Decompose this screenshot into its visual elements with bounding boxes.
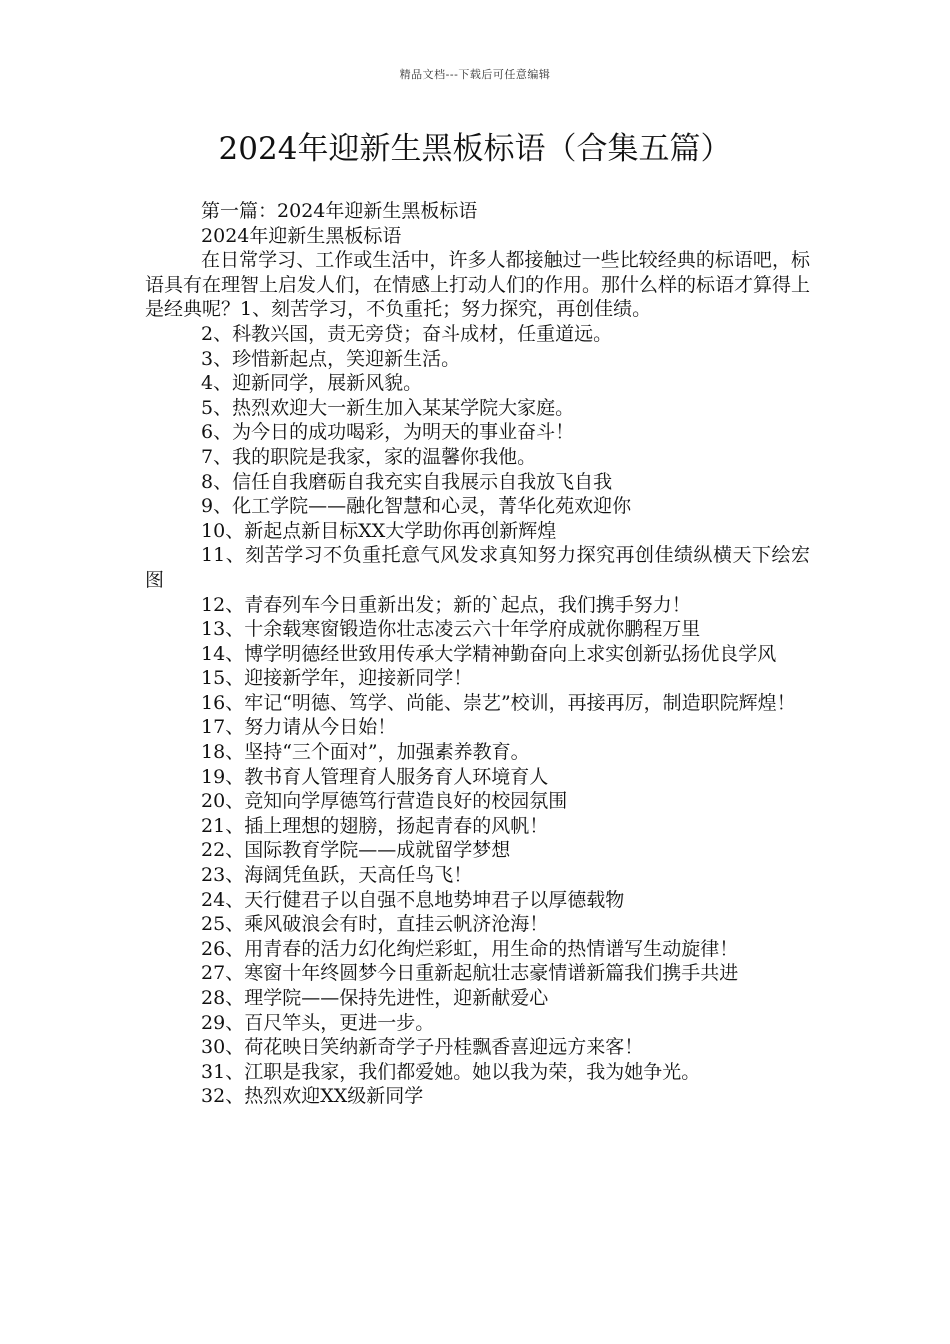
paragraph: 5、热烈欢迎大一新生加入某某学院大家庭。 bbox=[201, 396, 575, 419]
paragraph: 9、化工学院——融化智慧和心灵，菁华化苑欢迎你 bbox=[201, 495, 632, 518]
paragraph: 2024年迎新生黑板标语 bbox=[201, 224, 402, 247]
paragraph: 24、天行健君子以自强不息地势坤君子以厚德载物 bbox=[201, 888, 625, 911]
paragraph: 21、插上理想的翅膀，扬起青春的风帆！ bbox=[201, 814, 549, 837]
paragraph: 29、百尺竿头，更进一步。 bbox=[201, 1011, 435, 1034]
paragraph: 在日常学习、工作或生活中，许多人都接触过一些比较经典的标语吧，标语具有在理智上启发人们，在情感上打动人们的作用。那什么样的标语才算得上是经典呢？1、刻苦学习，不负重托；努力探究，再创佳绩。 bbox=[145, 249, 811, 321]
paragraph: 11、刻苦学习不负重托意气风发求真知努力探究再创佳绩纵横天下绘宏图 bbox=[145, 544, 810, 591]
paragraph: 27、寒窗十年终圆梦今日重新起航壮志豪情谱新篇我们携手共进 bbox=[201, 962, 739, 985]
document-title: 2024年迎新生黑板标语（合集五篇） bbox=[218, 131, 732, 167]
paragraph: 2、科教兴国，责无旁贷；奋斗成材，任重道远。 bbox=[201, 322, 613, 345]
paragraph: 25、乘风破浪会有时，直挂云帆济沧海！ bbox=[201, 913, 549, 936]
paragraph: 20、竞知向学厚德笃行营造良好的校园氛围 bbox=[201, 790, 568, 813]
paragraph: 23、海阔凭鱼跃，天高任鸟飞！ bbox=[201, 864, 473, 887]
paragraph: 15、迎接新学年，迎接新同学！ bbox=[201, 667, 473, 690]
paragraph: 31、江职是我家，我们都爱她。她以我为荣，我为她争光。 bbox=[201, 1060, 701, 1083]
paragraph: 32、热烈欢迎XX级新同学 bbox=[201, 1085, 424, 1108]
paragraph: 7、我的职院是我家，家的温馨你我他。 bbox=[201, 445, 537, 468]
paragraph: 17、努力请从今日始！ bbox=[201, 716, 397, 739]
paragraph: 26、用青春的活力幻化绚烂彩虹，用生命的热情谱写生动旋律！ bbox=[201, 937, 739, 960]
header-note: 精品文档---下载后可任意编辑 bbox=[399, 68, 551, 81]
paragraph: 10、新起点新目标XX大学助你再创新辉煌 bbox=[201, 519, 557, 542]
paragraph: 30、荷花映日笑纳新奇学子丹桂飘香喜迎远方来客！ bbox=[201, 1036, 644, 1059]
paragraph: 18、坚持“三个面对”，加强素养教育。 bbox=[201, 741, 530, 764]
document-body bbox=[145, 199, 810, 1109]
paragraph: 12、青春列车今日重新出发；新的`起点，我们携手努力！ bbox=[201, 593, 691, 616]
paragraph: 3、珍惜新起点，笑迎新生活。 bbox=[201, 347, 461, 370]
paragraph: 第一篇：2024年迎新生黑板标语 bbox=[201, 200, 478, 222]
paragraph: 4、迎新同学，展新风貌。 bbox=[201, 372, 423, 395]
paragraph: 8、信任自我磨砺自我充实自我展示自我放飞自我 bbox=[201, 470, 613, 493]
paragraph: 13、十余载寒窗锻造你壮志凌云六十年学府成就你鹏程万里 bbox=[201, 618, 701, 641]
paragraph: 6、为今日的成功喝彩，为明天的事业奋斗！ bbox=[201, 421, 575, 444]
paragraph: 28、理学院——保持先进性，迎新献爱心 bbox=[201, 987, 549, 1009]
paragraph: 14、博学明德经世致用传承大学精神勤奋向上求实创新弘扬优良学风 bbox=[201, 642, 777, 665]
paragraph: 22、国际教育学院——成就留学梦想 bbox=[201, 839, 511, 862]
paragraph: 16、牢记“明德、笃学、尚能、崇艺”校训，再接再厉，制造职院辉煌！ bbox=[201, 691, 796, 714]
paragraph: 19、教书育人管理育人服务育人环境育人 bbox=[201, 765, 549, 788]
